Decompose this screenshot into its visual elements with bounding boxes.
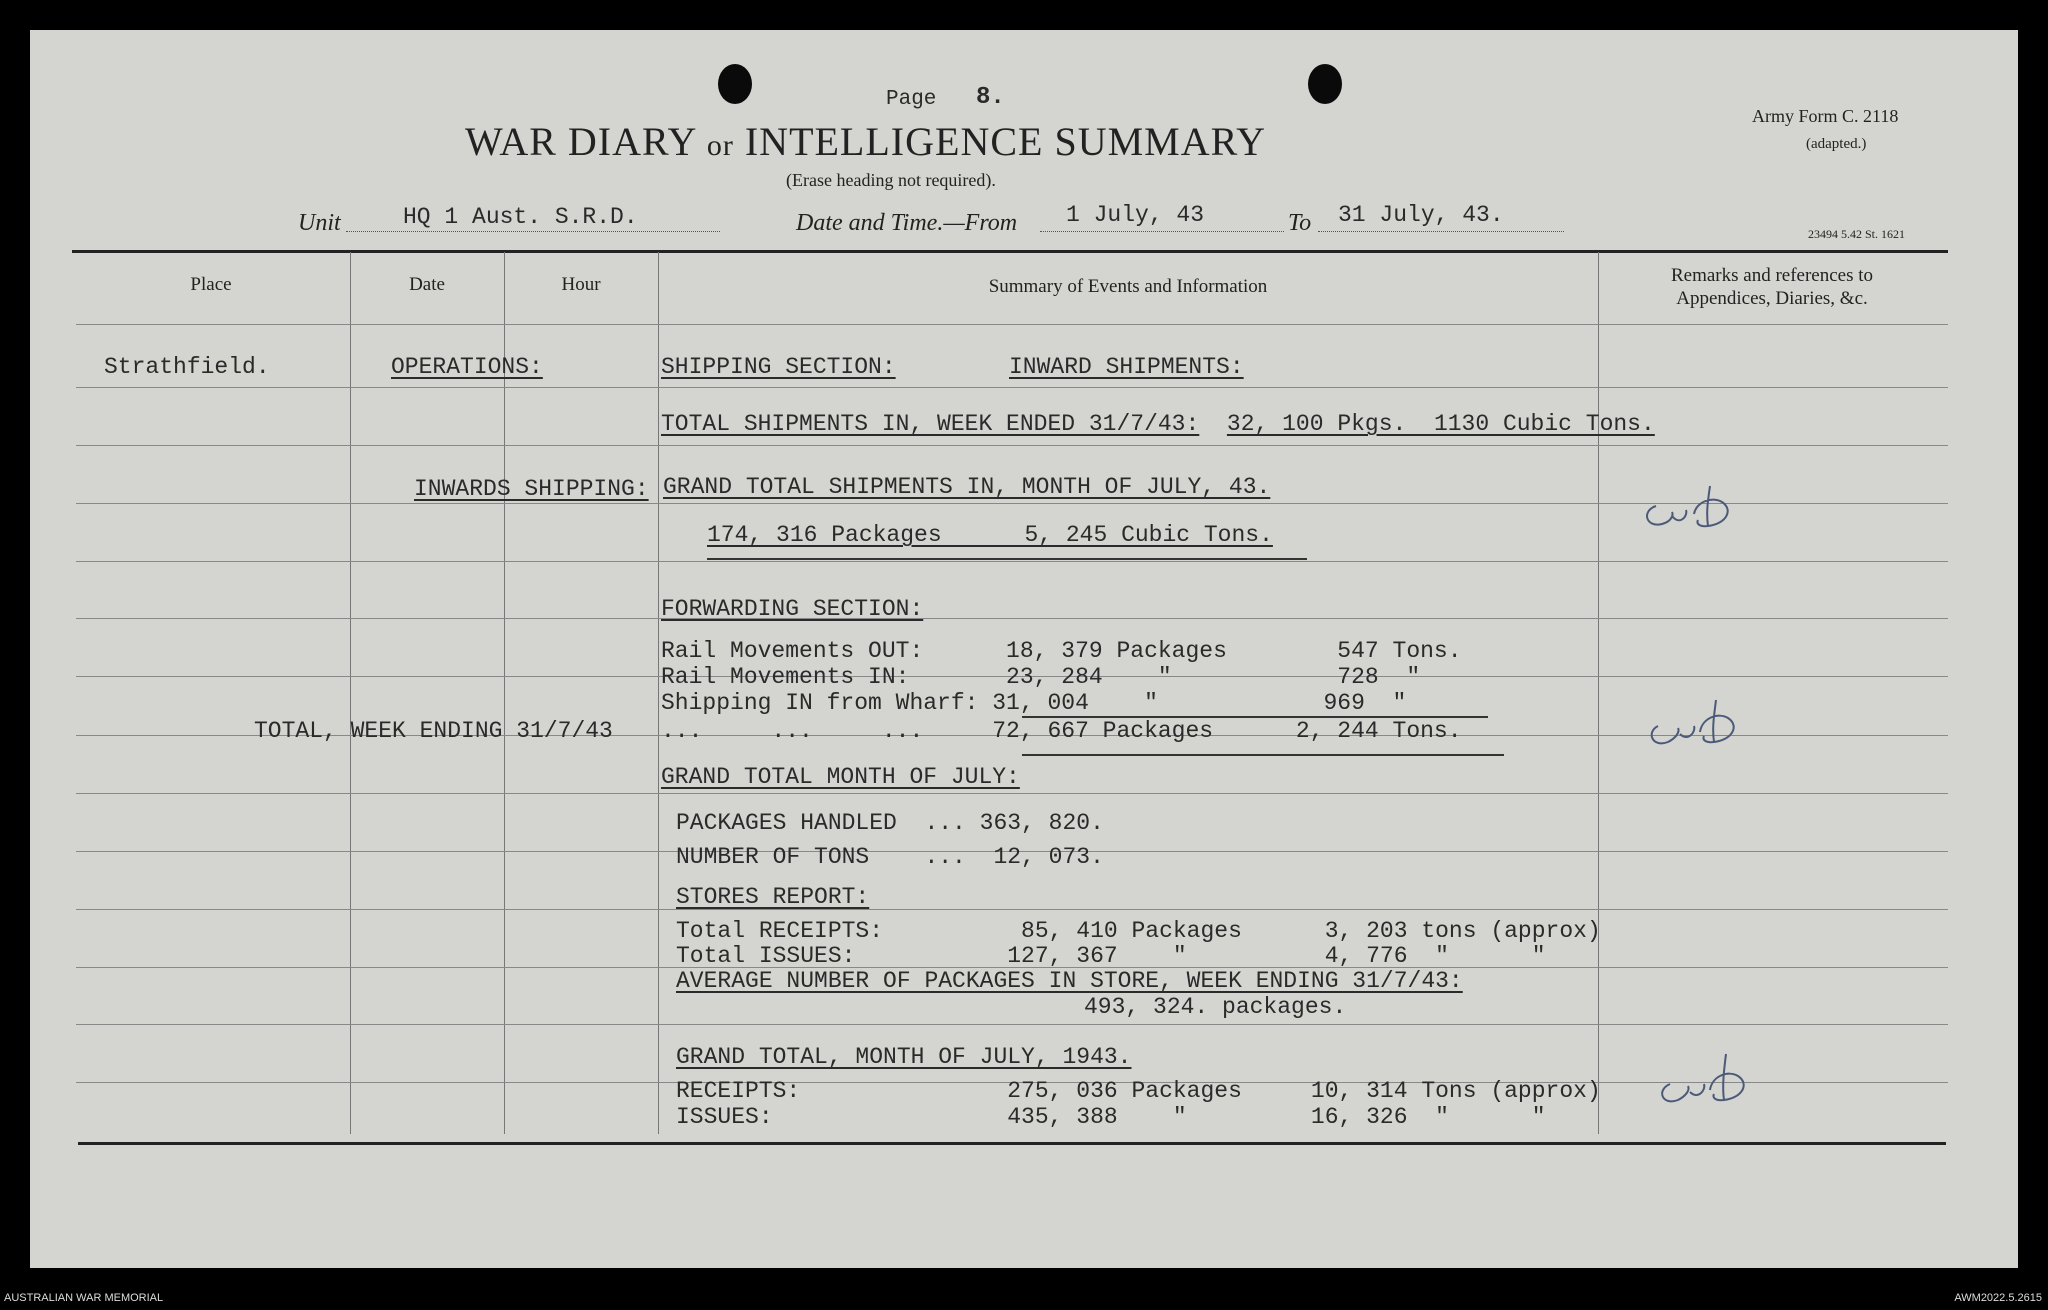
total-week-line (661, 411, 1655, 437)
title-or: or (706, 129, 734, 162)
unit-dotted-line (346, 231, 720, 232)
ruled-line (76, 618, 1948, 619)
date-label: Date and Time.—From (796, 210, 1018, 236)
grand-total-in: GRAND TOTAL SHIPMENTS IN, MONTH OF JULY, 43. (663, 474, 1271, 500)
column-divider-date (504, 252, 505, 1134)
total-week-values: 32, 100 Pkgs. 1130 Cubic Tons. (1226, 411, 1655, 437)
handwritten-initials-2 (1640, 682, 1750, 752)
grand-total-in-values: 174, 316 Packages 5, 245 Cubic Tons. (707, 522, 1273, 548)
receipts-row: RECEIPTS: 275, 036 Packages 10, 314 Tons (approx) (676, 1078, 1601, 1104)
punch-hole-left (718, 64, 752, 104)
handwritten-initials-1 (1636, 466, 1746, 536)
shipping-section-heading: SHIPPING SECTION: (661, 354, 896, 380)
form-note: (adapted.) (1806, 136, 1867, 152)
handwritten-initials-3 (1650, 1040, 1760, 1110)
shipping-wharf-row: Shipping IN from Wharf: 31, 004 " 969 " (661, 690, 1407, 716)
column-divider-hour (658, 252, 659, 1134)
operations-heading: OPERATIONS: (391, 354, 543, 380)
total-issues-row: Total ISSUES: 127, 367 " 4, 776 " " (676, 943, 1546, 969)
average-packages-label: AVERAGE NUMBER OF PACKAGES IN STORE, WEEK ENDING 31/7/43: (676, 968, 1463, 994)
print-code: 23494 5.42 St. 1621 (1808, 227, 1906, 241)
date-from-dotted-line (1040, 231, 1284, 232)
date-from: 1 July, 43 (1066, 202, 1205, 228)
form-subtitle: (Erase heading not required). (786, 170, 996, 190)
footer-left: AUSTRALIAN WAR MEMORIAL (4, 1292, 164, 1304)
average-packages-value: 493, 324. packages. (1084, 994, 1347, 1020)
unit-label: Unit (298, 210, 341, 236)
number-of-tons: NUMBER OF TONS ... 12, 073. (676, 844, 1104, 870)
ruled-line (76, 445, 1948, 446)
punch-hole-right (1308, 64, 1342, 104)
inward-shipments-heading: INWARD SHIPMENTS: (1009, 354, 1244, 380)
total-week-label: TOTAL SHIPMENTS IN, WEEK ENDED 31/7/43: (661, 411, 1200, 437)
grand-total-july-heading: GRAND TOTAL MONTH OF JULY: (661, 764, 1020, 790)
to-label: To (1288, 210, 1312, 236)
inwards-shipping-label: INWARDS SHIPPING: (414, 476, 649, 502)
forwarding-section-heading: FORWARDING SECTION: (661, 596, 924, 622)
rail-out-row: Rail Movements OUT: 18, 379 Packages 547 Tons. (661, 638, 1462, 664)
date-to: 31 July, 43. (1338, 202, 1504, 228)
issues-row: ISSUES: 435, 388 " 16, 326 " " (676, 1104, 1546, 1130)
page-number: 8. (976, 84, 1005, 111)
ruled-line (76, 909, 1948, 910)
stores-report-heading: STORES REPORT: (676, 884, 870, 910)
grand-total-1943-heading: GRAND TOTAL, MONTH OF JULY, 1943. (676, 1044, 1132, 1070)
column-header-hour: Hour (561, 274, 601, 295)
ruled-line (76, 1024, 1948, 1025)
week-total-label: TOTAL, WEEK ENDING 31/7/43 (254, 718, 613, 744)
column-header-summary: Summary of Events and Information (988, 276, 1268, 297)
place-entry: Strathfield. (104, 354, 270, 380)
column-header-date: Date (409, 274, 445, 295)
week-total-row: ... ... ... 72, 667 Packages 2, 244 Tons. (661, 718, 1462, 744)
form-title (465, 118, 1266, 165)
table-top-border (72, 250, 1948, 253)
title-left: WAR DIARY (465, 119, 696, 164)
packages-handled: PACKAGES HANDLED ... 363, 820. (676, 810, 1104, 836)
page-label: Page (886, 88, 937, 111)
rail-in-row: Rail Movements IN: 23, 284 " 728 " (661, 664, 1421, 690)
ruled-line (76, 561, 1948, 562)
column-header-place: Place (190, 274, 232, 295)
total-rule (1022, 754, 1504, 756)
table-bottom-border (78, 1142, 1946, 1145)
ruled-line (76, 324, 1948, 325)
title-right: INTELLIGENCE SUMMARY (744, 119, 1266, 164)
column-divider-place (350, 252, 351, 1134)
double-underline (707, 558, 1307, 560)
column-divider-summary (1598, 252, 1599, 1134)
form-name: Army Form C. 2118 (1752, 106, 1899, 126)
column-header-remarks: Remarks and references to Appendices, Diaries, &c. (1670, 265, 1874, 309)
unit-value: HQ 1 Aust. S.R.D. (403, 204, 638, 230)
total-receipts-row: Total RECEIPTS: 85, 410 Packages 3, 203 tons (approx) (676, 918, 1601, 944)
ruled-line (76, 387, 1948, 388)
date-to-dotted-line (1318, 231, 1564, 232)
footer-right: AWM2022.5.2615 (1954, 1292, 2042, 1304)
ruled-line (76, 793, 1948, 794)
